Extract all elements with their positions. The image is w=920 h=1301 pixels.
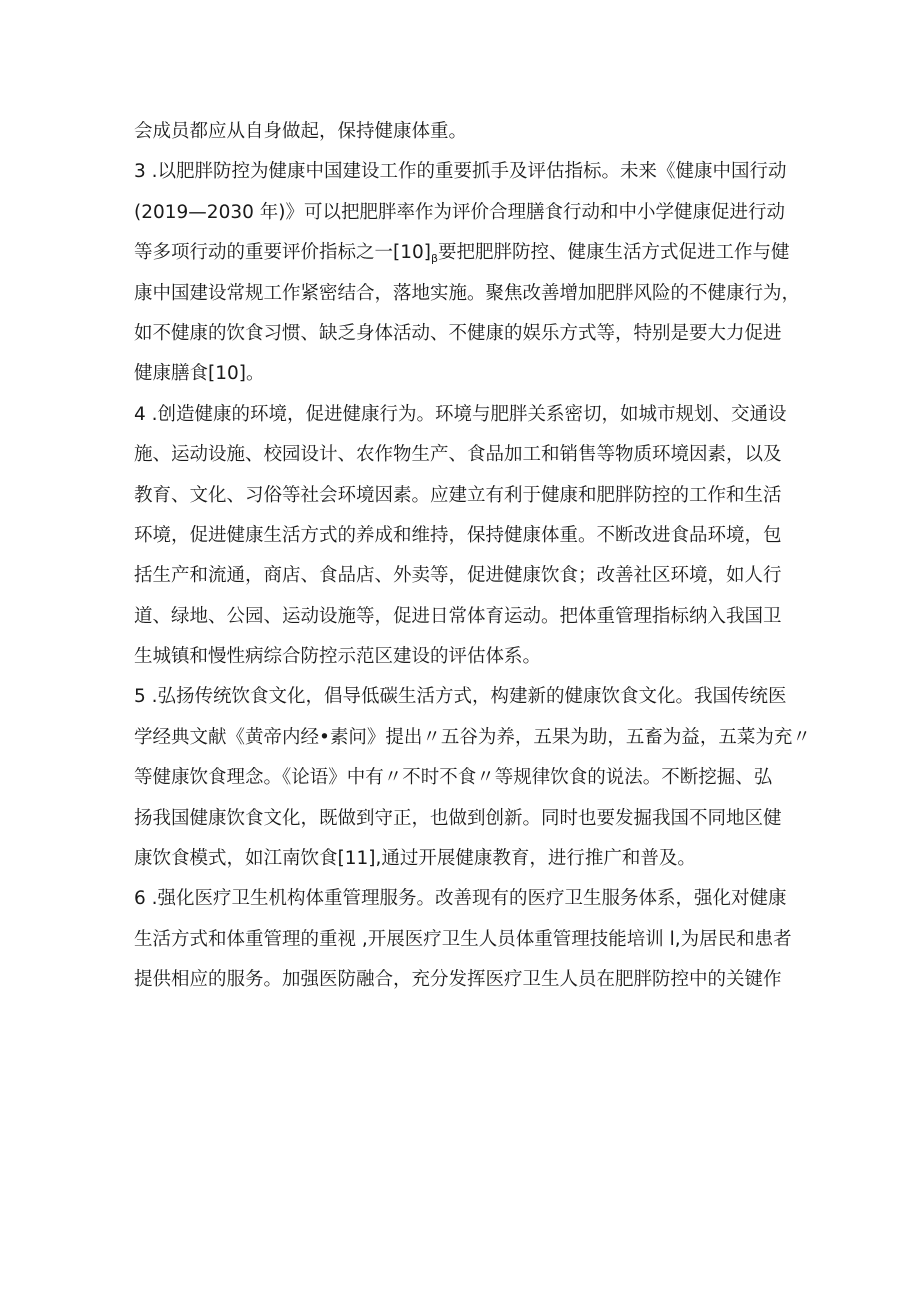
text-line-17: 等健康饮食理念。《论语》中有〃不时不食〃等规律饮食的说法。不断挖掘、弘	[134, 767, 773, 789]
text-line-13: 道、绿地、公园、运动设施等，促进日常体育运动。把体重管理指标纳入我国卫	[134, 605, 782, 627]
text-line-18: 扬我国健康饮食文化，既做到守正，也做到创新。同时也要发掘我国不同地区健	[134, 807, 782, 829]
text-line-22: 提供相应的服务。加强医防融合，充分发挥医疗卫生人员在肥胖防控中的关键作	[134, 969, 782, 991]
text-line-6: 如不健康的饮食习惯、缺乏身体活动、不健康的娱乐方式等，特别是要大力促进	[134, 322, 782, 344]
text-line-14: 生城镇和慢性病综合防控示范区建设的评估体系。	[134, 646, 542, 668]
text-line-9: 施、运动设施、校园设计、农作物生产、食品加工和销售等物质环境因素，以及	[134, 444, 782, 466]
text-line-4	[134, 233, 804, 273]
text-line-19: 康饮食模式，如江南饮食[11],通过开展健康教育，进行推广和普及。	[134, 848, 696, 870]
text-line-8: 4 .创造健康的环境，促进健康行为。环境与肥胖关系密切，如城市规划、交通设	[134, 403, 787, 425]
text-line-21: 生活方式和体重管理的重视 ,开展医疗卫生人员体重管理技能培训 l,为居民和患者	[134, 928, 792, 950]
text-line-12: 括生产和流通，商店、食品店、外卖等，促进健康饮食；改善社区环境，如人行	[134, 565, 782, 587]
text-line-16: 学经典文献《黄帝内经•素问》提出〃五谷为养，五果为助，五畜为益，五菜为充〃	[134, 726, 811, 748]
text-line-5: 康中国建设常规工作紧密结合，落地实施。聚焦改善增加肥胖风险的不健康行为，	[134, 282, 801, 304]
body-text	[134, 112, 811, 1001]
text-line-1: 会成员都应从自身做起，保持健康体重。	[134, 121, 468, 142]
text-line-2: 3 .以肥胖防控为健康中国建设工作的重要抓手及评估指标。未来《健康中国行动	[134, 161, 787, 183]
text-line-10: 教育、文化、习俗等社会环境因素。应建立有利于健康和肥胖防控的工作和生活	[134, 484, 782, 506]
text-line-20: 6 .强化医疗卫生机构体重管理服务。改善现有的医疗卫生服务体系，强化对健康	[134, 888, 787, 910]
text-line-7: 健康膳食[10]。	[134, 363, 265, 385]
text-line-4-subscript: β	[430, 252, 439, 266]
text-line-4-start: 等多项行动的重要评价指标之一[10]	[134, 242, 431, 264]
text-line-4-end: 要把肥胖防控、健康生活方式促进工作与健	[438, 242, 790, 264]
text-line-3: (2019—2030 年)》可以把肥胖率作为评价合理膳食行动和中小学健康促进行动	[134, 201, 785, 223]
text-line-15: 5 .弘扬传统饮食文化，倡导低碳生活方式，构建新的健康饮食文化。我国传统医	[134, 686, 787, 708]
text-line-11: 环境，促进健康生活方式的养成和维持，保持健康体重。不断改进食品环境，包	[134, 524, 782, 546]
